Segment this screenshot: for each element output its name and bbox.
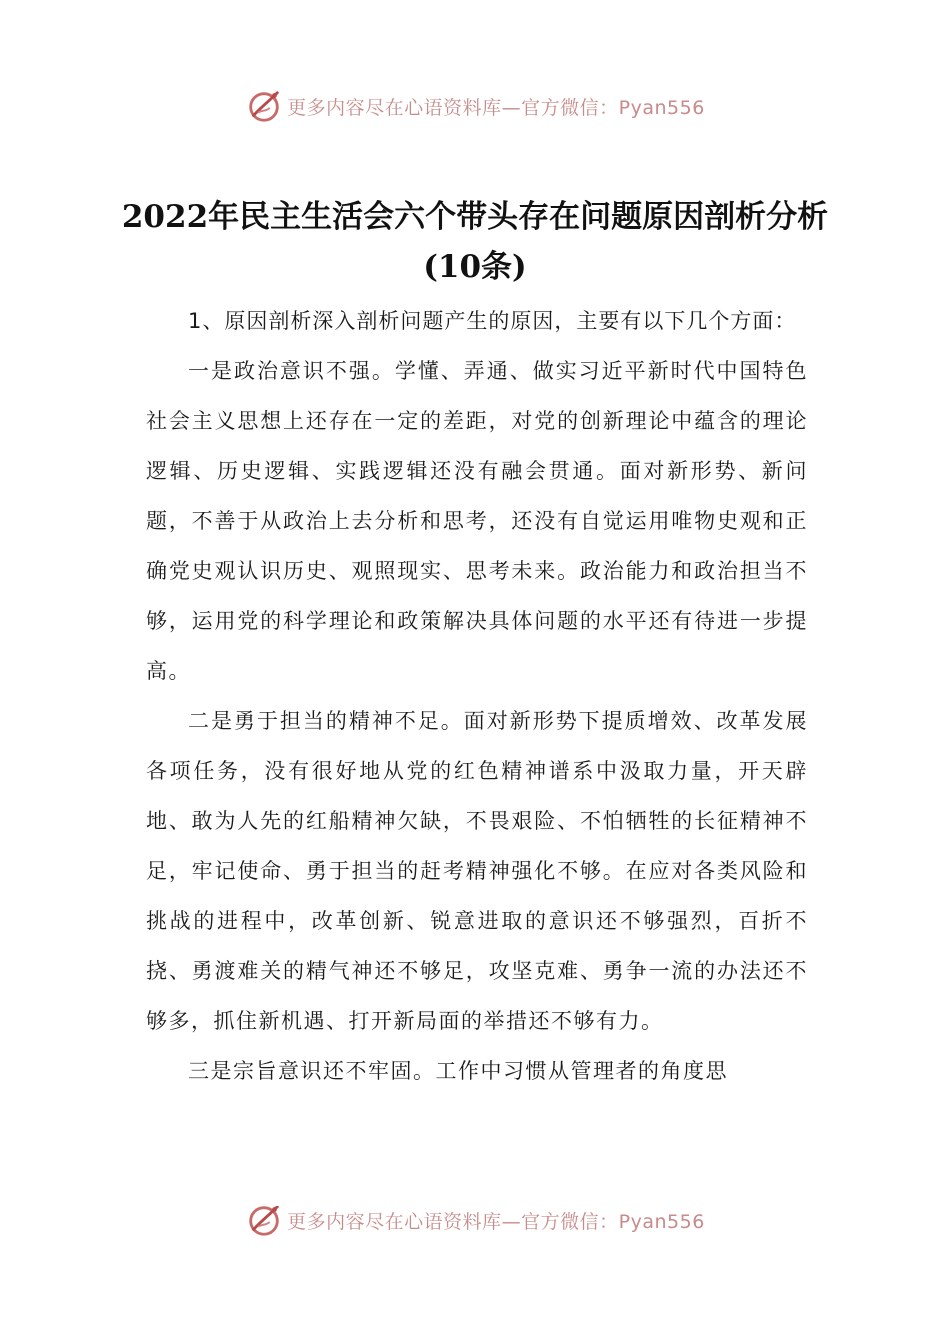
watermark-text-footer: 更多内容尽在心语资料库—官方微信：Pyan556 bbox=[287, 1210, 705, 1233]
page-header-watermark bbox=[0, 86, 950, 126]
pen-swirl-logo-icon bbox=[245, 1206, 283, 1239]
document-title: 2022年民主生活会六个带头存在问题原因剖析分析(10条) bbox=[121, 199, 829, 285]
paragraph-intro: 1、原因剖析深入剖析问题产生的原因，主要有以下几个方面： bbox=[188, 309, 797, 333]
pen-swirl-logo-icon bbox=[245, 87, 283, 125]
page-footer-watermark bbox=[0, 1206, 950, 1240]
watermark-group-footer bbox=[245, 1206, 705, 1239]
paragraph-purpose-awareness: 三是宗旨意识还不牢固。工作中习惯从管理者的角度思 bbox=[188, 1059, 728, 1083]
paragraph-political-awareness: 一是政治意识不强。学懂、弄通、做实习近平新时代中国特色社会主义思想上还存在一定的差距，对党的创新理论中蕴含的理论逻辑、历史逻辑、实践逻辑还没有融会贯通。面对新形势、新问题，不善于从政治上去分析和思考，还没有自觉运用唯物史观和正确党史观认识历史、观照现实、思考未来。政治能力和政治担当不够，运用党的科学理论和政策解决具体问题的水平还有待进一步提高。 bbox=[146, 359, 808, 683]
watermark-group bbox=[245, 87, 705, 125]
paragraph-responsibility: 二是勇于担当的精神不足。面对新形势下提质增效、改革发展各项任务，没有很好地从党的红色精神谱系中汲取力量，开天辟地、敢为人先的红船精神欠缺，不畏艰险、不怕牺牲的长征精神不足，牢记使命、勇于担当的赶考精神强化不够。在应对各类风险和挑战的进程中，改革创新、锐意进取的意识还不够强烈，百折不挠、勇渡难关的精气神还不够足，攻坚克难、勇争一流的办法还不够多，抓住新机遇、打开新局面的举措还不够有力。 bbox=[146, 709, 808, 1033]
watermark-text: 更多内容尽在心语资料库—官方微信：Pyan556 bbox=[287, 96, 705, 119]
document-body bbox=[146, 296, 808, 1096]
